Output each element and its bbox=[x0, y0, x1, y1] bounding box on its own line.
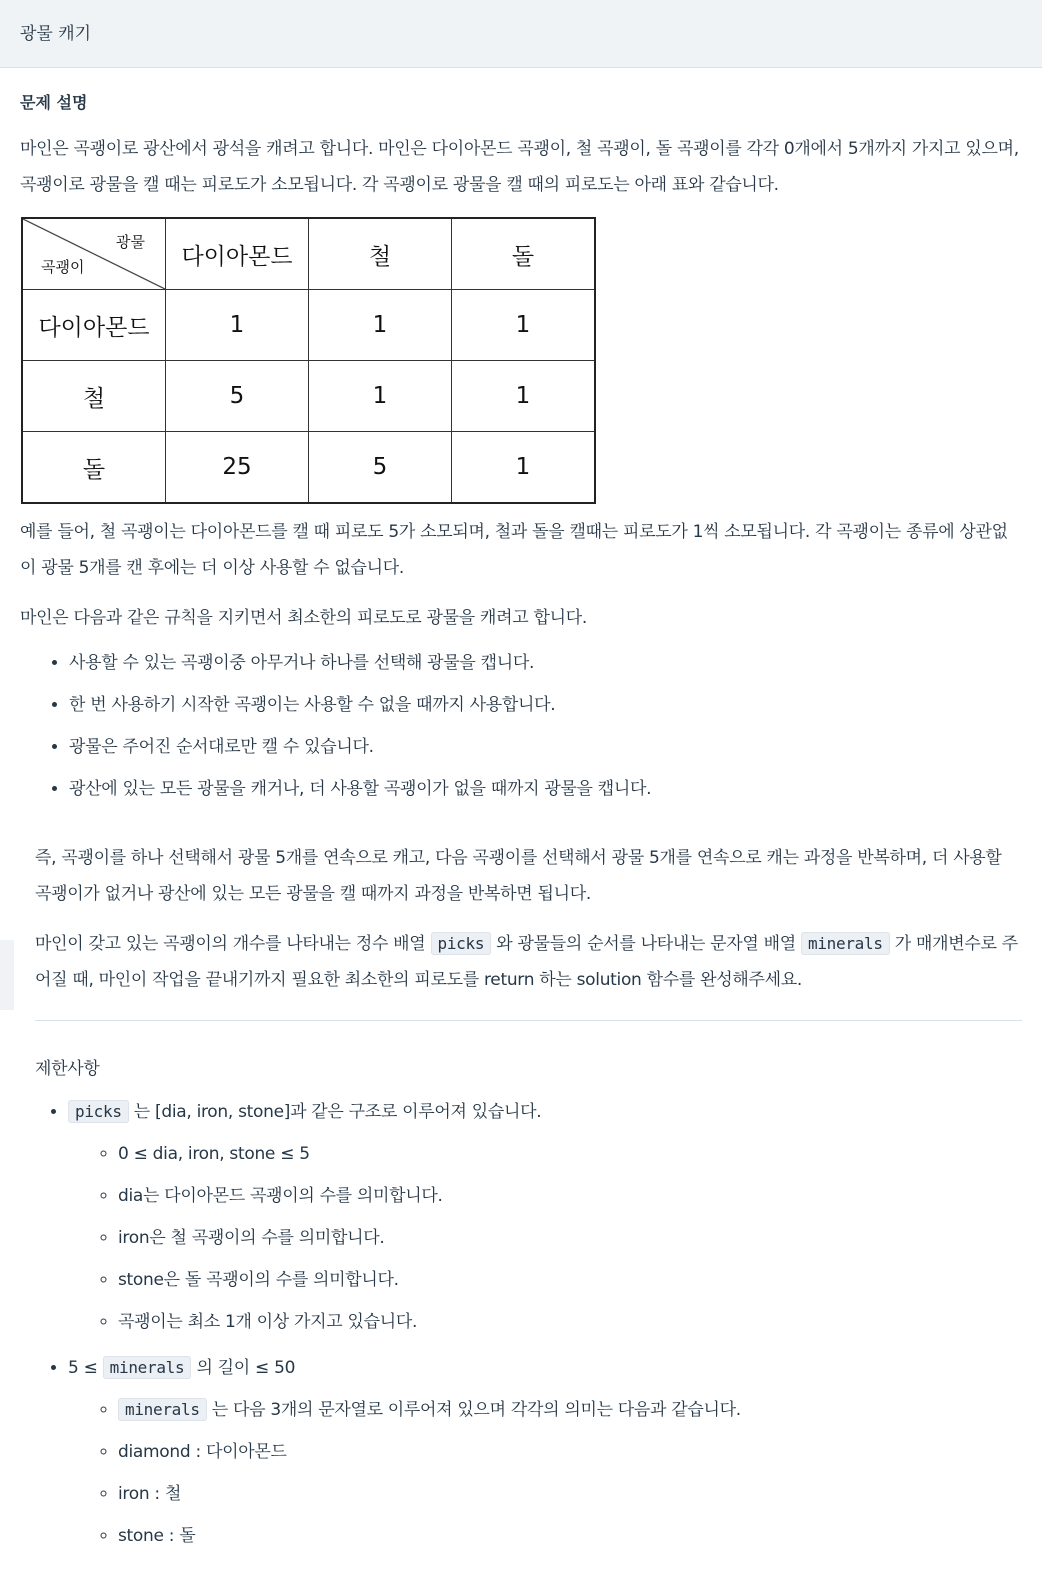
code-minerals: minerals bbox=[103, 1356, 192, 1379]
column-header: 돌 bbox=[452, 218, 596, 290]
list-item: ◦ dia는 다이아몬드 곡괭이의 수를 의미합니다. bbox=[118, 1175, 1022, 1217]
code-minerals: minerals bbox=[801, 932, 890, 955]
list-item: ◦ stone은 돌 곡괭이의 수를 의미합니다. bbox=[118, 1259, 1022, 1301]
problem-description bbox=[0, 90, 1042, 1557]
list-item: ◦ iron은 철 곡괭이의 수를 의미합니다. bbox=[118, 1217, 1022, 1259]
table-corner bbox=[22, 218, 166, 290]
column-header: 다이아몬드 bbox=[166, 218, 309, 290]
section-title: 문제 설명 bbox=[20, 93, 88, 112]
table-cell: 1 bbox=[452, 290, 596, 361]
table-cell: 25 bbox=[166, 432, 309, 504]
row-header: 철 bbox=[22, 361, 166, 432]
column-header: 철 bbox=[309, 218, 452, 290]
task-text-part: 마인이 갖고 있는 곡괭이의 개수를 나타내는 정수 배열 bbox=[35, 934, 431, 954]
table-row bbox=[22, 361, 595, 432]
corner-mineral-label: 광물 bbox=[116, 233, 145, 251]
list-item bbox=[68, 1091, 1022, 1343]
problem-title: 광물 캐기 bbox=[20, 24, 92, 44]
list-item: • 한 번 사용하기 시작한 곡괭이는 사용할 수 없을 때까지 사용합니다. bbox=[69, 684, 1022, 726]
constraints-list bbox=[35, 1091, 1022, 1557]
list-item: • 광물은 주어진 순서대로만 캘 수 있습니다. bbox=[69, 726, 1022, 768]
table-cell: 1 bbox=[309, 361, 452, 432]
constraint-text: 는 [dia, iron, stone]과 같은 구조로 이루어져 있습니다. bbox=[128, 1102, 542, 1122]
table-cell: 1 bbox=[452, 432, 596, 504]
code-picks: picks bbox=[68, 1100, 129, 1123]
table-row bbox=[22, 432, 595, 504]
code-minerals: minerals bbox=[118, 1398, 207, 1421]
table-cell: 1 bbox=[309, 290, 452, 361]
list-item: ◦ 곡괭이는 최소 1개 이상 가지고 있습니다. bbox=[118, 1301, 1022, 1343]
table-cell: 1 bbox=[452, 361, 596, 432]
table-cell: 1 bbox=[166, 290, 309, 361]
intro-text: 마인은 곡괭이로 광산에서 광석을 캐려고 합니다. 마인은 다이아몬드 곡괭이, 철 곡괭이, 돌 곡괭이를 각각 0개에서 5개까지 가지고 있으며, 곡괭이로 광물을 캘 때는 피로도가 소모됩니다. 각 곡괭이로 광물을 캘 때의 피로도는 아래 표와 같습니다. bbox=[20, 139, 1019, 195]
table-cell: 5 bbox=[309, 432, 452, 504]
example-text: 예를 들어, 철 곡괭이는 다이아몬드를 캘 때 피로도 5가 소모되며, 철과 돌을 캘때는 피로도가 1씩 소모됩니다. 각 곡괭이는 종류에 상관없이 광물 5개를 캔 후에는 더 이상 사용할 수 없습니다. bbox=[20, 522, 1008, 578]
table-row bbox=[22, 290, 595, 361]
list-item bbox=[118, 1389, 1022, 1431]
constraint-text: 는 다음 3개의 문자열로 이루어져 있으며 각각의 의미는 다음과 같습니다. bbox=[206, 1400, 741, 1420]
rules-intro: 마인은 다음과 같은 규칙을 지키면서 최소한의 피로도로 광물을 캐려고 합니다. bbox=[20, 608, 587, 628]
list-item: ◦ 0 ≤ dia, iron, stone ≤ 5 bbox=[118, 1133, 1022, 1175]
constraints-title: 제한사항 bbox=[35, 1059, 100, 1079]
list-item: ◦ stone : 돌 bbox=[118, 1515, 1022, 1557]
task-text-part: 가 매개변수로 주어질 때, 마인이 작업을 끝내기까지 필요한 최소한의 피로도를 return 하는 solution 함수를 완성해주세요. bbox=[35, 934, 1018, 990]
list-item: ◦ diamond : 다이아몬드 bbox=[118, 1431, 1022, 1473]
row-header: 돌 bbox=[22, 432, 166, 504]
list-item: • 사용할 수 있는 곡괭이중 아무거나 하나를 선택해 광물을 캡니다. bbox=[69, 642, 1022, 684]
code-picks: picks bbox=[431, 932, 492, 955]
problem-title-bar bbox=[0, 0, 1042, 68]
table-cell: 5 bbox=[166, 361, 309, 432]
constraint-text: 의 길이 ≤ 50 bbox=[191, 1358, 296, 1378]
fatigue-table bbox=[21, 217, 596, 504]
divider bbox=[35, 1020, 1022, 1021]
corner-pick-label: 곡괭이 bbox=[41, 258, 85, 276]
list-item: • 광산에 있는 모든 광물을 캐거나, 더 사용할 곡괭이가 없을 때까지 광물을 캡니다. bbox=[69, 768, 1022, 810]
row-header: 다이아몬드 bbox=[22, 290, 166, 361]
list-item: ◦ iron : 철 bbox=[118, 1473, 1022, 1515]
task-text bbox=[35, 926, 1022, 998]
list-item bbox=[68, 1347, 1022, 1557]
task-text-part: 와 광물들의 순서를 나타내는 문자열 배열 bbox=[491, 934, 801, 954]
constraint-text: 5 ≤ bbox=[68, 1358, 103, 1378]
summary-text: 즉, 곡괭이를 하나 선택해서 광물 5개를 연속으로 캐고, 다음 곡괭이를 선택해서 광물 5개를 연속으로 캐는 과정을 반복하며, 더 사용할 곡괭이가 없거나 광산에 있는 모든 광물을 캘 때까지 과정을 반복하면 됩니다. bbox=[35, 848, 1002, 904]
rules-list bbox=[20, 642, 1022, 810]
